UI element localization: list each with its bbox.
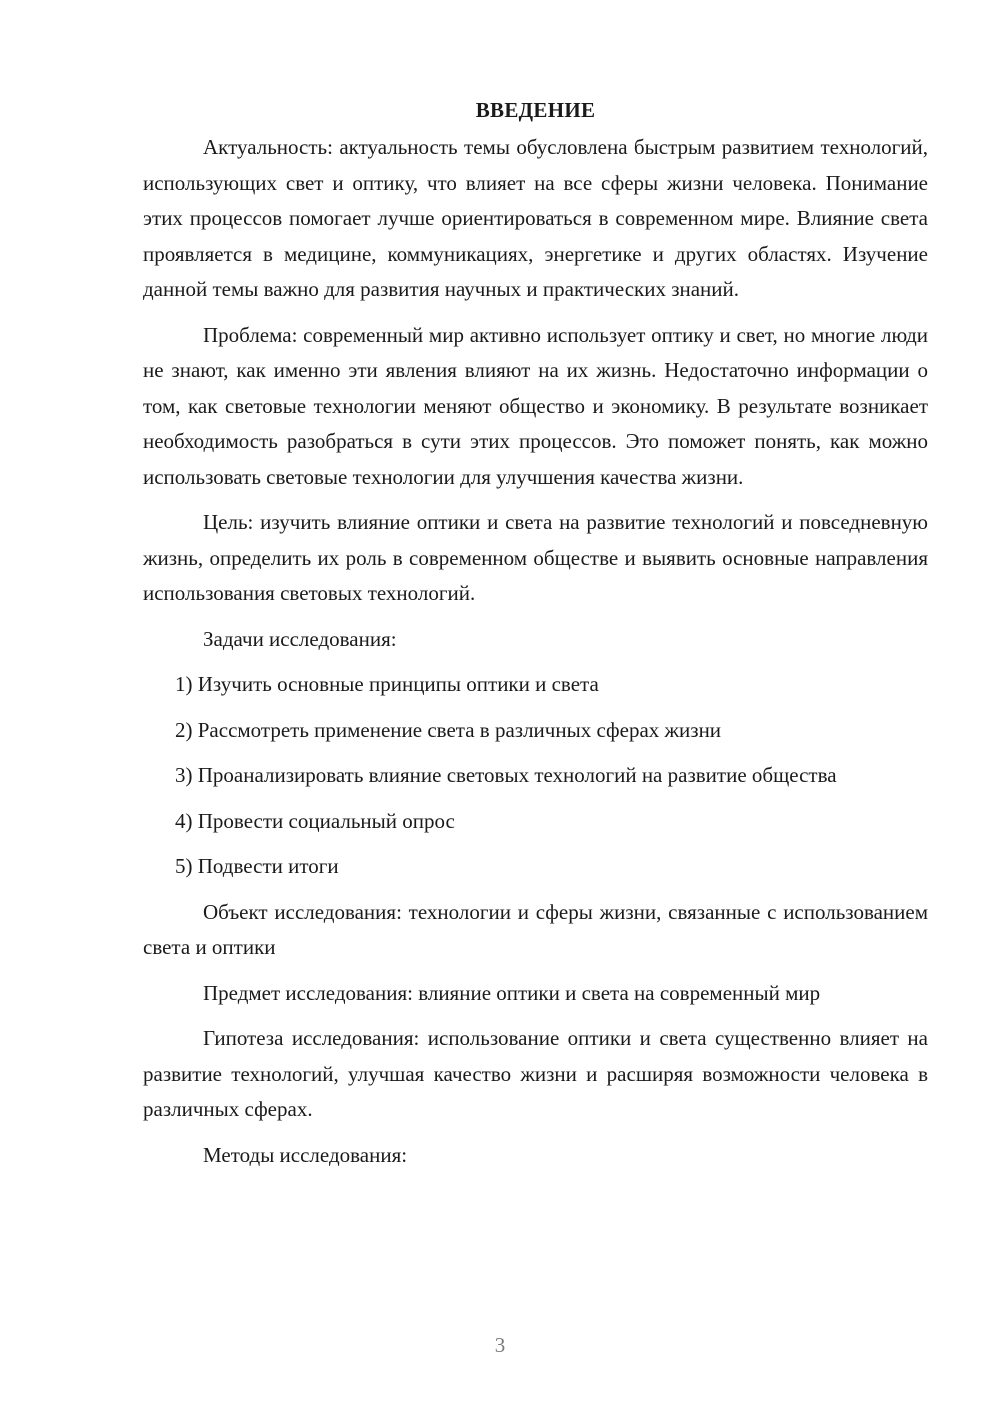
page-number: 3 bbox=[494, 1333, 506, 1357]
subject-paragraph: Предмет исследования: влияние оптики и света на современный мир bbox=[203, 980, 821, 1005]
tasks-heading: Задачи исследования: bbox=[203, 626, 397, 651]
task-item-2: 2) Рассмотреть применение света в различных сферах жизни bbox=[175, 717, 722, 742]
relevance-paragraph: Актуальность: актуальность темы обусловлена быстрым развитием технологий, использующих свет и оптику, что влияет на все сферы жизни человека. Понимание этих процессов помогает лучше ориентироваться в современном мире. Влияние света проявляется в медицине, коммуникациях, энергетике и других областях. Изучение данной темы важно для развития научных и практических знаний. bbox=[143, 135, 928, 301]
document-page bbox=[143, 92, 928, 1183]
page-title: ВВЕДЕНИЕ bbox=[475, 98, 596, 122]
task-item-1: 1) Изучить основные принципы оптики и света bbox=[175, 672, 599, 696]
object-paragraph: Объект исследования: технологии и сферы жизни, связанные с использованием света и оптики bbox=[143, 899, 928, 959]
methods-heading: Методы исследования: bbox=[203, 1142, 408, 1167]
task-item-5: 5) Подвести итоги bbox=[175, 854, 339, 878]
goal-paragraph: Цель: изучить влияние оптики и света на развитие технологий и повседневную жизнь, определить их роль в современном обществе и выявить основные направления использования световых технологий. bbox=[143, 510, 928, 605]
task-item-4: 4) Провести социальный опрос bbox=[175, 808, 455, 833]
task-item-3: 3) Проанализировать влияние световых технологий на развитие общества bbox=[175, 763, 837, 787]
hypothesis-paragraph: Гипотеза исследования: использование оптики и света существенно влияет на развитие технологий, улучшая качество жизни и расширяя возможности человека в различных сферах. bbox=[143, 1026, 928, 1121]
problem-paragraph: Проблема: современный мир активно использует оптику и свет, но многие люди не знают, как именно эти явления влияют на их жизнь. Недостаточно информации о том, как световые технологии меняют общество и экономику. В результате возникает необходимость разобраться в сути этих процессов. Это поможет понять, как можно использовать световые технологии для улучшения качества жизни. bbox=[143, 322, 928, 489]
